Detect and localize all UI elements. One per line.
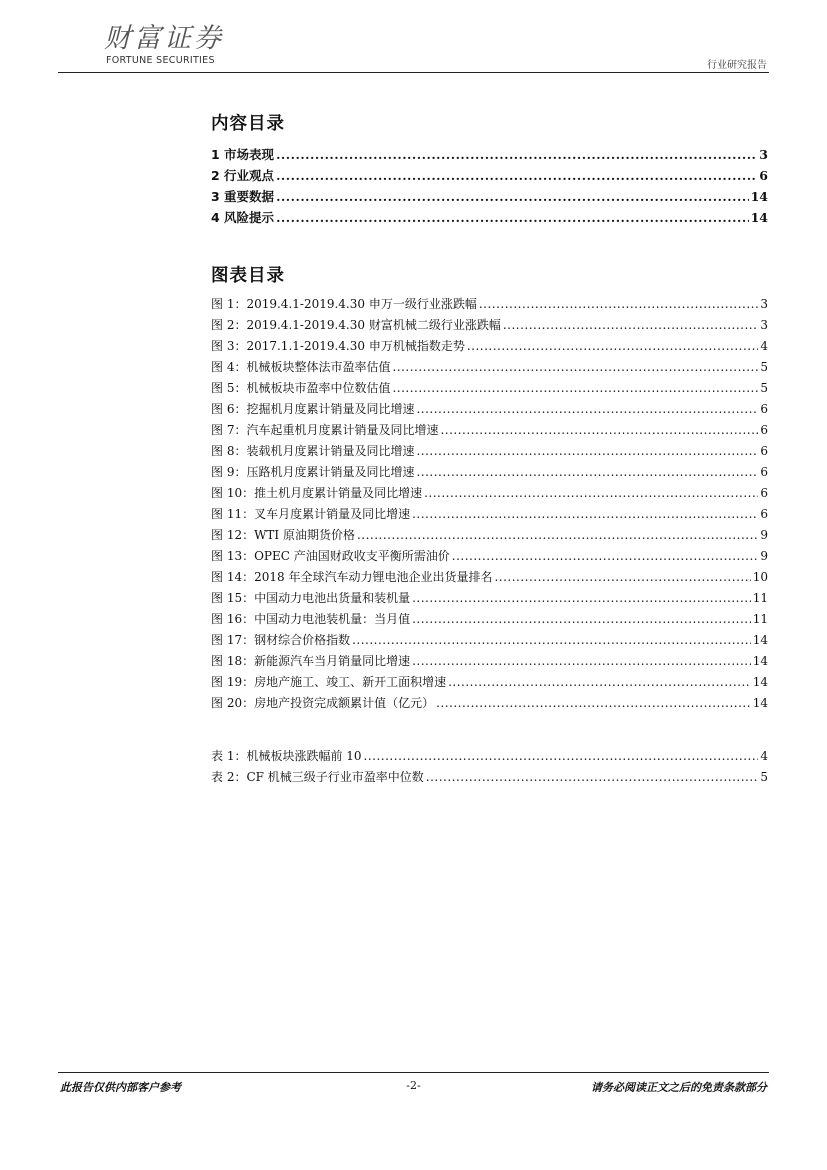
toc-entry[interactable] xyxy=(211,166,768,187)
toc-entry[interactable] xyxy=(211,187,768,208)
figure-entry-label: 图 15：中国动力电池出货量和装机量 xyxy=(211,591,411,605)
figure-entry-label: 图 12：WTI 原油期货价格 xyxy=(211,528,355,542)
toc-entry-label: 4 风险提示 xyxy=(211,210,275,225)
figure-entry-label: 图 19：房地产施工、竣工、新开工面积增速 xyxy=(211,675,447,689)
figure-entry-page: 6 xyxy=(760,402,768,416)
figure-entry[interactable] xyxy=(211,421,768,442)
figure-entry-label: 图 5：机械板块市盈率中位数估值 xyxy=(211,381,391,395)
figure-entry-label: 图 4：机械板块整体法市盈率估值 xyxy=(211,360,391,374)
figures-list xyxy=(211,295,768,715)
figure-entry[interactable] xyxy=(211,694,768,715)
figure-entry-page: 6 xyxy=(760,507,768,521)
toc-entry[interactable] xyxy=(211,145,768,166)
contents-list xyxy=(211,145,768,229)
figure-entry-page: 3 xyxy=(760,318,768,332)
figure-entry-page: 10 xyxy=(752,570,768,584)
figure-entry-label: 图 6：挖掘机月度累计销量及同比增速 xyxy=(211,402,415,416)
toc-entry-page: 14 xyxy=(750,210,768,225)
toc-entry-label: 2 行业观点 xyxy=(211,168,275,183)
figure-entry-page: 14 xyxy=(752,675,768,689)
tables-list xyxy=(211,747,768,789)
figure-entry[interactable] xyxy=(211,379,768,400)
figure-entry[interactable] xyxy=(211,295,768,316)
figure-entry[interactable] xyxy=(211,673,768,694)
figure-entry-page: 5 xyxy=(760,381,768,395)
figure-entry-page: 5 xyxy=(760,360,768,374)
toc-entry-label: 1 市场表现 xyxy=(211,147,275,162)
table-entry[interactable] xyxy=(211,747,768,768)
figure-entry-page: 9 xyxy=(760,528,768,542)
figure-entry-label: 图 13：OPEC 产油国财政收支平衡所需油价 xyxy=(211,549,450,563)
figure-entry-page: 6 xyxy=(760,444,768,458)
figure-entry[interactable] xyxy=(211,400,768,421)
figure-entry[interactable] xyxy=(211,337,768,358)
figure-entry-page: 3 xyxy=(760,297,768,311)
figure-entry-page: 14 xyxy=(752,633,768,647)
report-type: 行业研究报告 xyxy=(707,60,767,71)
figure-entry-label: 图 7：汽车起重机月度累计销量及同比增速 xyxy=(211,423,439,437)
logo-chinese: 财富证券 xyxy=(104,23,224,54)
logo-english: FORTUNE SECURITIES xyxy=(106,55,215,66)
figure-entry[interactable] xyxy=(211,358,768,379)
figure-entry[interactable] xyxy=(211,547,768,568)
figure-entry-label: 图 8：装载机月度累计销量及同比增速 xyxy=(211,444,415,458)
page-number: -2- xyxy=(406,1079,421,1092)
toc-entry-page: 14 xyxy=(750,189,768,204)
table-entry-page: 5 xyxy=(760,770,768,784)
toc-entry-page: 3 xyxy=(759,147,768,162)
footer-disclaimer-left: 此报告仅供内部客户参考 xyxy=(60,1081,181,1094)
figure-entry-page: 6 xyxy=(760,465,768,479)
figure-entry[interactable] xyxy=(211,442,768,463)
figure-entry-page: 6 xyxy=(760,486,768,500)
figure-entry-page: 11 xyxy=(752,591,768,605)
footer-disclaimer-right: 请务必阅读正文之后的免责条款部分 xyxy=(591,1081,767,1094)
figure-entry[interactable] xyxy=(211,526,768,547)
figure-entry-page: 9 xyxy=(760,549,768,563)
figure-entry-label: 图 17：钢材综合价格指数 xyxy=(211,633,351,647)
figure-entry-label: 图 2：2019.4.1-2019.4.30 财富机械二级行业涨跌幅 xyxy=(211,318,501,332)
footer-divider xyxy=(58,1072,769,1073)
figure-entry[interactable] xyxy=(211,316,768,337)
figure-entry[interactable] xyxy=(211,505,768,526)
figure-entry[interactable] xyxy=(211,652,768,673)
figure-entry[interactable] xyxy=(211,463,768,484)
figure-entry-page: 14 xyxy=(752,654,768,668)
figure-entry-label: 图 9：压路机月度累计销量及同比增速 xyxy=(211,465,415,479)
figure-entry-label: 图 10：推土机月度累计销量及同比增速 xyxy=(211,486,423,500)
figure-entry-label: 图 3：2017.1.1-2019.4.30 申万机械指数走势 xyxy=(211,339,465,353)
table-entry-label: 表 2：CF 机械三级子行业市盈率中位数 xyxy=(211,770,424,784)
contents-title: 内容目录 xyxy=(211,114,285,134)
figure-entry-label: 图 11：叉车月度累计销量及同比增速 xyxy=(211,507,411,521)
table-entry-page: 4 xyxy=(760,749,768,763)
figure-entry[interactable] xyxy=(211,631,768,652)
figure-entry-page: 11 xyxy=(752,612,768,626)
toc-entry[interactable] xyxy=(211,208,768,229)
figures-title: 图表目录 xyxy=(211,266,285,286)
figure-entry-page: 14 xyxy=(752,696,768,710)
table-entry-label: 表 1：机械板块涨跌幅前 10 xyxy=(211,749,362,763)
figure-entry[interactable] xyxy=(211,568,768,589)
figure-entry[interactable] xyxy=(211,589,768,610)
figure-entry-label: 图 18：新能源汽车当月销量同比增速 xyxy=(211,654,411,668)
figure-entry-label: 图 20：房地产投资完成额累计值（亿元） xyxy=(211,696,435,710)
figure-entry-label: 图 1：2019.4.1-2019.4.30 申万一级行业涨跌幅 xyxy=(211,297,477,311)
figure-entry-label: 图 16：中国动力电池装机量：当月值 xyxy=(211,612,411,626)
figure-entry-page: 4 xyxy=(760,339,768,353)
header-divider xyxy=(58,72,769,73)
figure-entry[interactable] xyxy=(211,484,768,505)
figure-entry-label: 图 14：2018 年全球汽车动力锂电池企业出货量排名 xyxy=(211,570,493,584)
toc-entry-label: 3 重要数据 xyxy=(211,189,275,204)
figure-entry[interactable] xyxy=(211,610,768,631)
toc-entry-page: 6 xyxy=(759,168,768,183)
table-entry[interactable] xyxy=(211,768,768,789)
figure-entry-page: 6 xyxy=(760,423,768,437)
